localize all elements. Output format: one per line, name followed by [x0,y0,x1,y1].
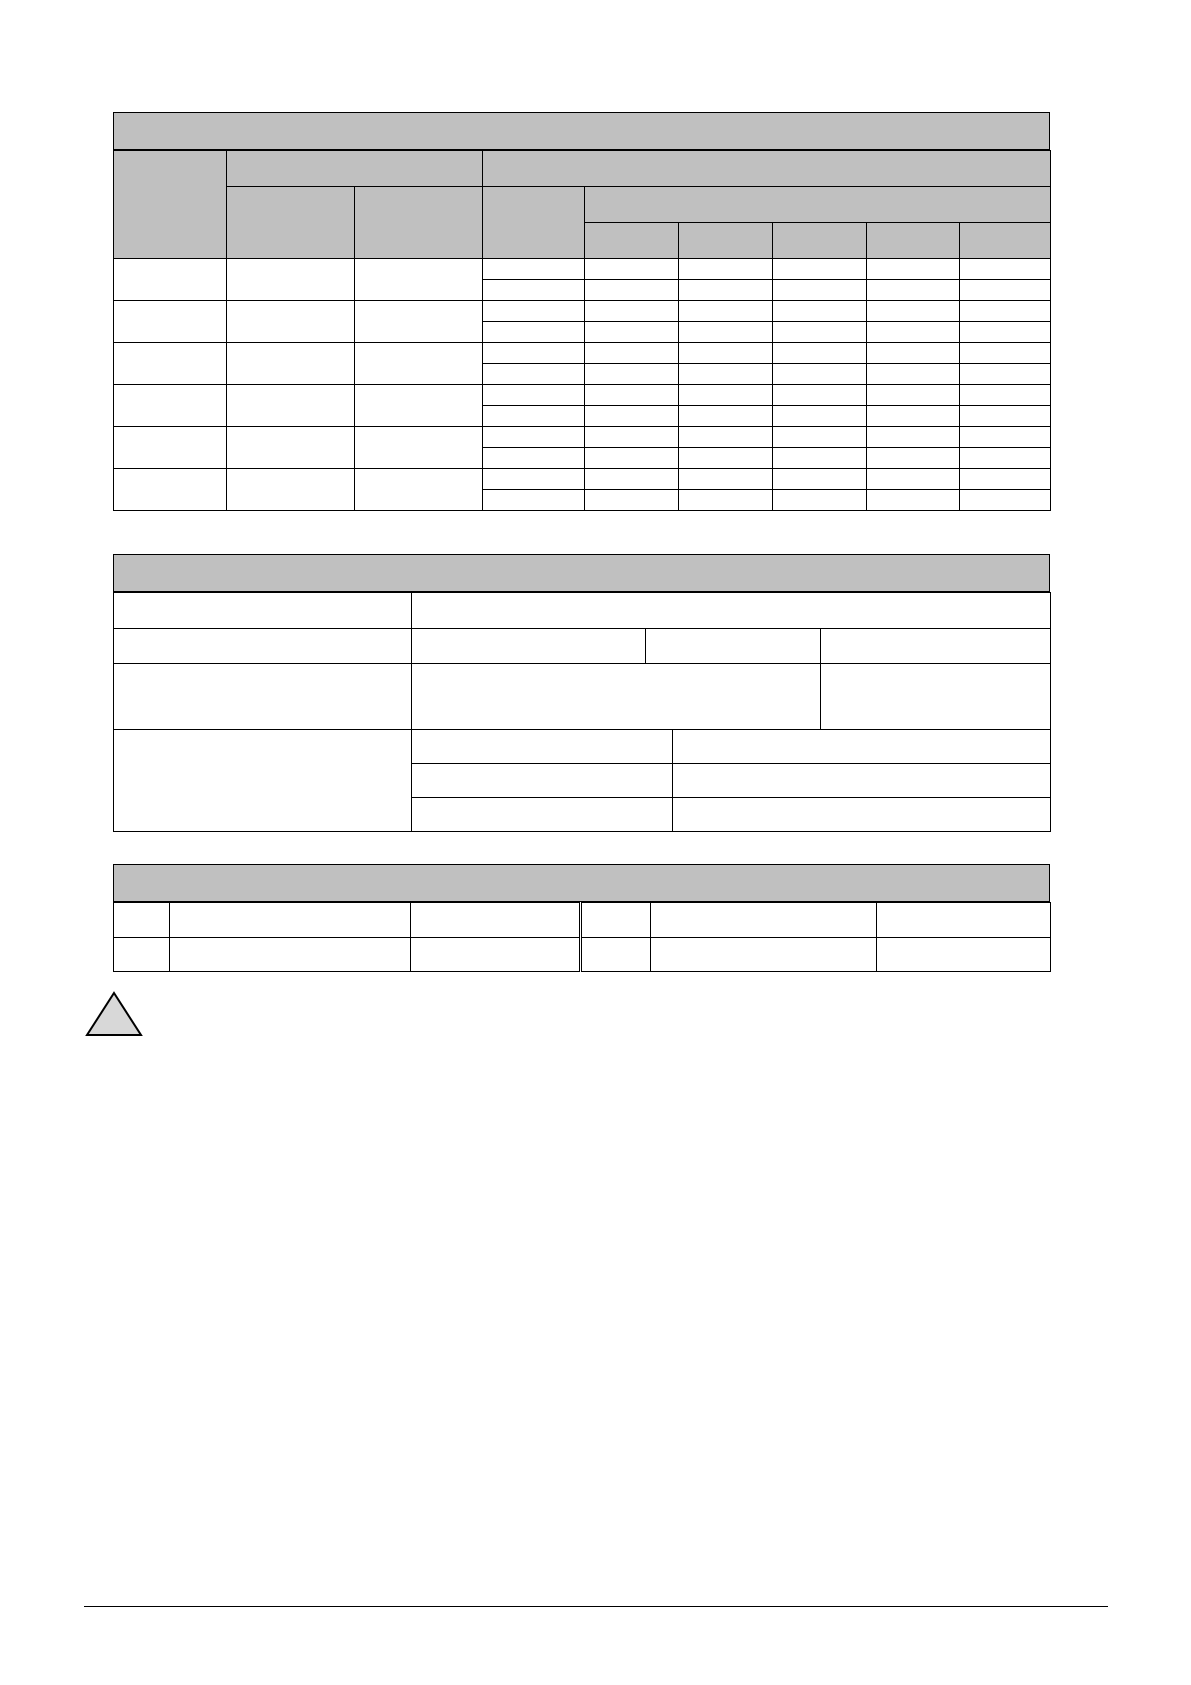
table1-cell [585,364,679,385]
table1-cell [355,427,483,469]
table1-row [114,427,1051,448]
table1-cell [227,469,355,511]
table1-cell [114,343,227,385]
table1-cell [585,259,679,280]
table2-cell [114,629,412,664]
table1 [113,150,1051,511]
table1-row [114,385,1051,406]
table1-cell [960,322,1051,343]
table1-cell [867,364,960,385]
table1-cell [114,259,227,301]
table1-cell [483,427,585,448]
table1-cell [483,280,585,301]
table1-cell [679,385,773,406]
table1-cell [114,469,227,511]
table1-cell [483,406,585,427]
table2-cell [821,664,1051,730]
table1-cell [773,322,867,343]
table1-cell [355,469,483,511]
table1-cell [585,427,679,448]
table1-cell [867,469,960,490]
table1-header-cell [679,223,773,259]
table2-cell [412,730,673,764]
table2-cell [646,629,821,664]
table1-cell [483,469,585,490]
table1-header-cell [585,223,679,259]
table3-cell [581,903,651,938]
table1-cell [960,406,1051,427]
table1-cell [483,301,585,322]
table1-cell [585,385,679,406]
table1-header-cell [773,223,867,259]
table1-cell [483,385,585,406]
table3 [113,902,1051,972]
table1-cell [679,490,773,511]
table1-header-cell [483,151,1051,187]
table3-cell [581,938,651,972]
table1-row [114,469,1051,490]
table1-cell [773,259,867,280]
table1-cell [585,406,679,427]
table1-cell [960,385,1051,406]
table1-cell [227,301,355,343]
table2-cell [673,764,1051,798]
table1-cell [355,301,483,343]
table3-title-bar [113,864,1050,902]
table1-cell [679,448,773,469]
table1-cell [867,490,960,511]
table1-cell [773,427,867,448]
table3-cell [114,938,170,972]
table1-cell [867,343,960,364]
table1-cell [585,301,679,322]
table1-cell [355,343,483,385]
table1-cell [773,406,867,427]
table1-header-cell [585,187,1051,223]
table3-cell [877,938,1051,972]
table1-cell [960,469,1051,490]
table1-cell [227,427,355,469]
table2-cell [673,798,1051,832]
table1-cell [960,259,1051,280]
table1-cell [483,364,585,385]
table1-cell [679,343,773,364]
table1-cell [483,259,585,280]
warning-triangle-icon [84,990,144,1043]
table1-cell [679,364,773,385]
table2-cell [412,664,821,730]
table1-cell [679,469,773,490]
table1-row [114,343,1051,364]
table1-row [114,301,1051,322]
table1-cell [679,301,773,322]
table1-header-cell [960,223,1051,259]
table3-cell [651,903,877,938]
table1-header-cell [355,187,483,259]
table1-cell [355,385,483,427]
table1-cell [585,490,679,511]
table2-cell [821,629,1051,664]
table1-cell [773,280,867,301]
table2-cell [114,593,412,629]
table1-cell [960,280,1051,301]
table1-header-cell [867,223,960,259]
table1-header-cell [227,151,483,187]
table1-cell [867,322,960,343]
table1-cell [960,448,1051,469]
table1-cell [773,469,867,490]
table1-cell [585,343,679,364]
table1-cell [483,490,585,511]
table3-cell [877,903,1051,938]
table1-cell [867,259,960,280]
table2-cell [412,798,673,832]
table1-cell [679,280,773,301]
table3-cell [170,938,411,972]
table1-cell [114,427,227,469]
table1-cell [867,406,960,427]
table3-cell [411,903,581,938]
table1-cell [483,448,585,469]
table1-cell [960,427,1051,448]
table1-cell [960,343,1051,364]
table1-header-cell [227,187,355,259]
table1-cell [960,364,1051,385]
table2-cell [114,730,412,832]
table1-cell [483,343,585,364]
table1-title-bar [113,112,1050,150]
table1-cell [867,301,960,322]
table1-cell [679,427,773,448]
table2-cell [412,593,1051,629]
table1-cell [679,322,773,343]
table2 [113,592,1051,832]
table1-cell [867,385,960,406]
table2-cell [412,629,646,664]
table1-cell [679,406,773,427]
table1-cell [679,259,773,280]
table1-cell [960,301,1051,322]
table1-cell [585,469,679,490]
table3-cell [170,903,411,938]
table1-cell [773,343,867,364]
table1-cell [773,448,867,469]
table2-cell [673,730,1051,764]
table1-cell [867,448,960,469]
table1-cell [585,280,679,301]
table2-cell [412,764,673,798]
table1-header-cell [114,151,227,259]
table1-cell [960,490,1051,511]
table1-cell [227,343,355,385]
table1-cell [867,280,960,301]
table1-cell [773,490,867,511]
table3-cell [411,938,581,972]
table1-header-cell [483,187,585,259]
table1-body [114,259,1051,511]
table1-cell [585,448,679,469]
table1-cell [585,322,679,343]
table1-cell [773,301,867,322]
footer-divider [84,1606,1108,1607]
table1-cell [773,364,867,385]
table3-cell [651,938,877,972]
table2-cell [114,664,412,730]
table1-cell [867,427,960,448]
table1-cell [114,385,227,427]
table1-cell [227,259,355,301]
table1-cell [114,301,227,343]
table1-row [114,259,1051,280]
table2-title-bar [113,554,1050,592]
table1-cell [773,385,867,406]
table1-cell [355,259,483,301]
table1-cell [483,322,585,343]
table1-cell [227,385,355,427]
table3-cell [114,903,170,938]
